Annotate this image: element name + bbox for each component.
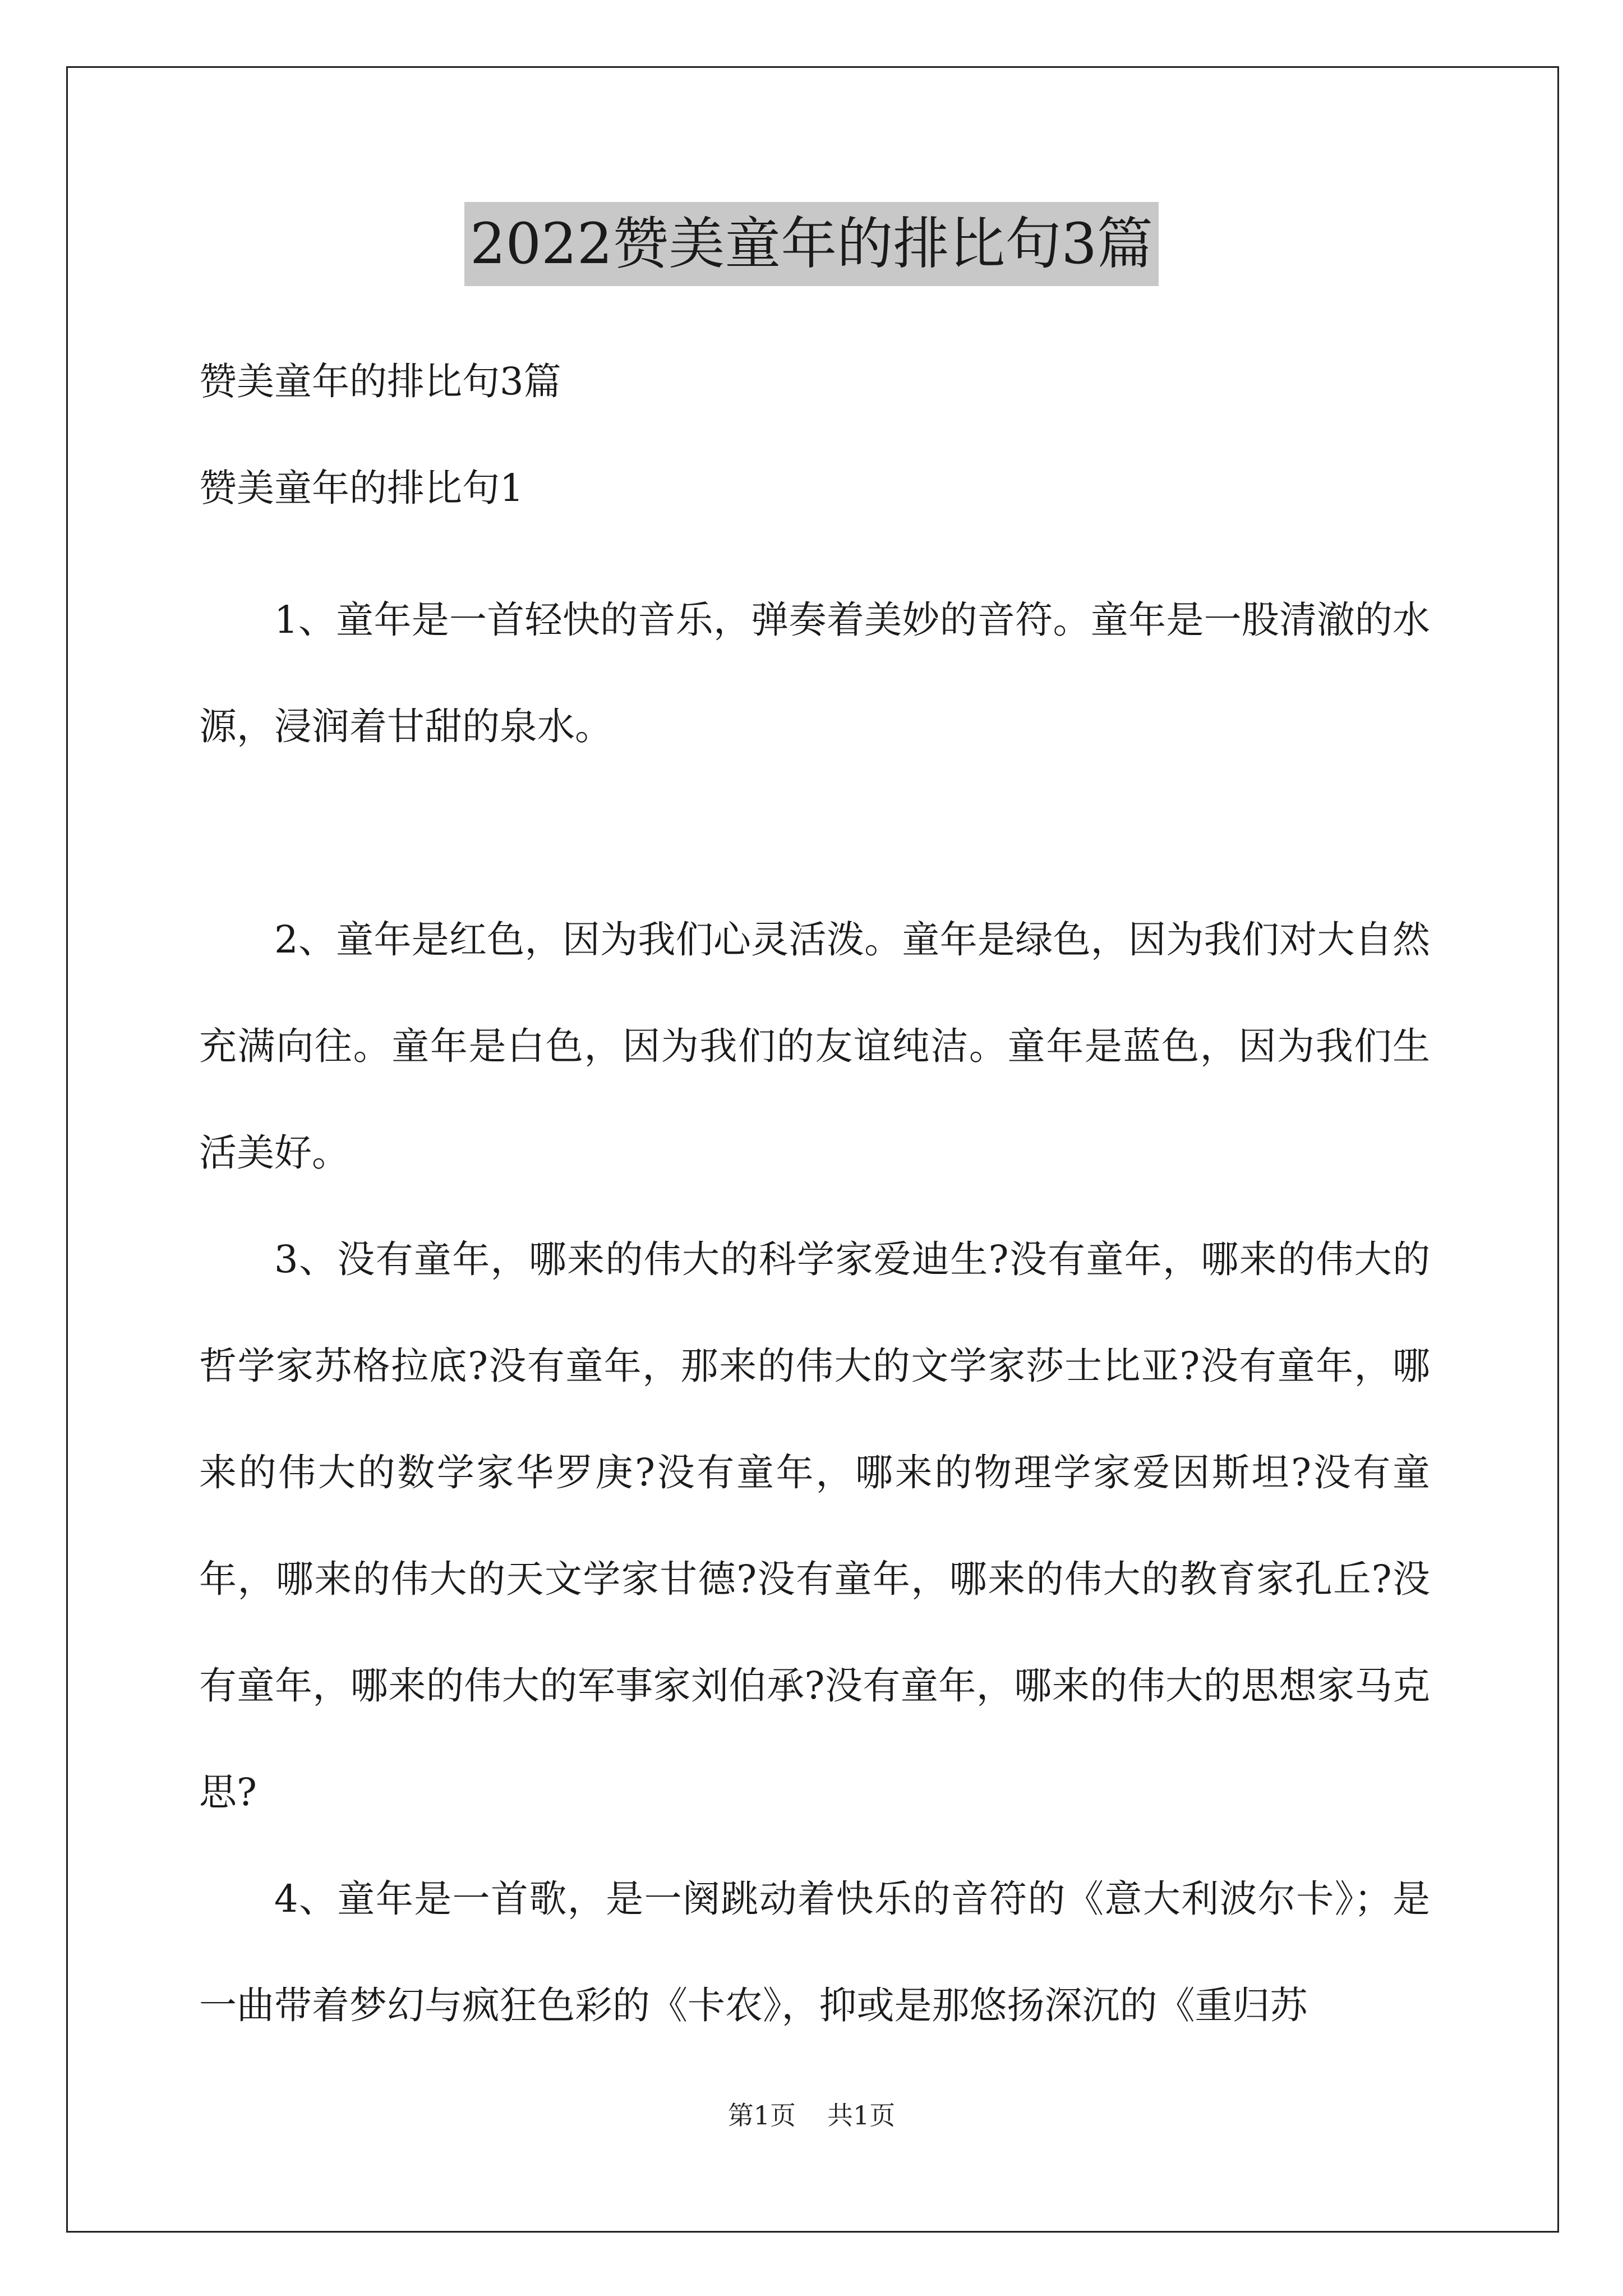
page-number-current: 第1页	[727, 2100, 796, 2131]
blank-line	[199, 780, 1430, 886]
paragraph-1: 1、童年是一首轻快的音乐，弹奏着美妙的音符。童年是一股清澈的水源，浸润着甘甜的泉水。	[199, 598, 1430, 748]
document-title: 2022赞美童年的排比句3篇	[464, 202, 1159, 286]
title-container	[0, 202, 1623, 286]
page-footer	[0, 2095, 1623, 2132]
section-heading: 赞美童年的排比句1	[199, 466, 524, 510]
document-subtitle: 赞美童年的排比句3篇	[199, 360, 561, 403]
paragraph-3: 3、没有童年，哪来的伟大的科学家爱迪生?没有童年，哪来的伟大的哲学家苏格拉底?没有童年，那来的伟大的文学家莎士比亚?没有童年，哪来的伟大的数学家华罗庚?没有童年，哪来的物理学家爱因斯坦?没有童年，哪来的伟大的天文学家甘德?没有童年，哪来的伟大的教育家孔丘?没有童年，哪来的伟大的军事家刘伯承?没有童年，哪来的伟大的思想家马克思?	[199, 1237, 1430, 1814]
page-number-total: 共1页	[827, 2100, 896, 2131]
paragraph-2: 2、童年是红色，因为我们心灵活泼。童年是绿色，因为我们对大自然充满向往。童年是白色，因为我们的友谊纯洁。童年是蓝色，因为我们生活美好。	[199, 918, 1430, 1175]
paragraph-4: 4、童年是一首歌，是一阕跳动着快乐的音符的《意大利波尔卡》；是一曲带着梦幻与疯狂色彩的《卡农》，抑或是那悠扬深沉的《重归苏	[199, 1877, 1430, 2027]
document-body	[199, 353, 1430, 2059]
